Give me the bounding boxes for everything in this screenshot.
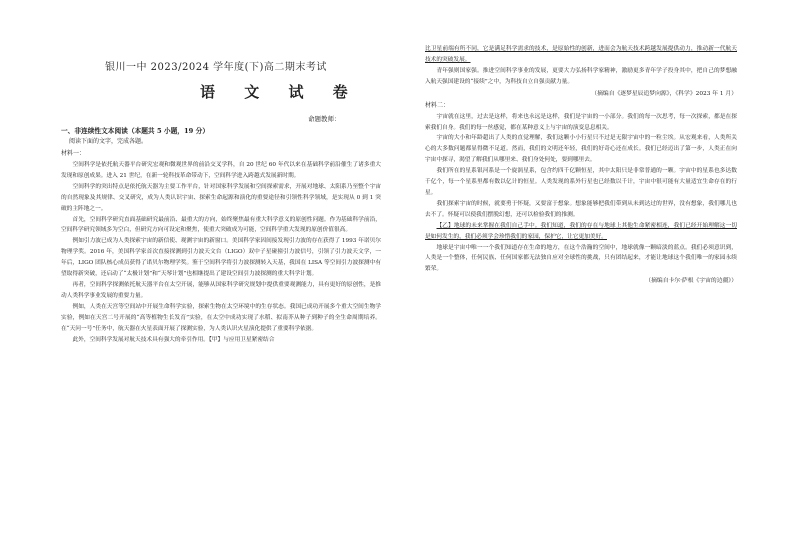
paragraph: 我们探索宇宙的时候，就要勇于怀疑，又要富于想象。想象能够把我们带到从未到达过的世界，没有想象，我们哪儿也去不了。怀疑可以使我们摆脱幻想，还可以检验我们的推测。 [425, 200, 737, 218]
paragraph: 再者，空间科学探测依托航天器平台在太空开展，能够从国家科学研究规划中提供重要观测能力，具有更好的原创性，是推动人类科学事业发展的重要力量。 [61, 281, 381, 299]
material-label: 材料二： [425, 101, 450, 109]
exam-subtitle: 语 文 试 卷 [200, 83, 360, 101]
source-citation: （摘编自卡尔·萨根《宇宙的边疆》） [645, 278, 737, 285]
paragraph: 空间科学是依托航天器平台研究宏观和微观世界的前沿交叉学科，自 20 世纪 60 年代以来在基础科学前沿催生了诸多重大发现和原创成果。进入 21 世纪，在新一轮科技革命带动下，空间科学进入跨越式发展新时期。 [61, 162, 381, 179]
paragraph: 比卫星前端有所不同，它是满足科学需求的技术，是原始性的创新，进而会为航天技术跨越发展提供动力，推动新一代航天技术的突破发展。 [425, 46, 737, 63]
paragraph: 空间科学的突出特点是依托航天器为主要工作平台，针对国家科学发展和空间探索需求，开展对地球、太阳系乃至整个宇宙的自然现象及其规律、交叉研究，成为人类认识宇宙、探索生命起源和演化的重要途径和引领性科学领域，是实现从 0 到 1 突破的主阵地之一。 [61, 183, 381, 212]
paragraph: 【乙】地球的未来掌握在我们自己手中。我们知道，我们的存在与地球上其他生命紧密相连，我们已经开始理解这一切是如何发生的，我们必须学会珍惜我们的家园，保护它，让它更加美好。 [425, 222, 737, 240]
author-line: 命题教师： [308, 115, 341, 123]
paragraph: 我们所在的星系银河系是一个旋涡星系，包含约四千亿颗恒星，其中太阳只是非常普通的一颗。宇宙中的星系也多达数千亿个，每一个星系里都有数以亿计的恒星。人类发现的系外行星也已经数以千计，宇宙中很可能有大量适宜生命存在的行星。 [425, 168, 737, 196]
paragraph: 青年强则国家强。推进空间科学事业的发展，更要大力弘扬科学家精神，激励更多青年学子投身其中，把自己的梦想融入航天强国建设的“接续”之中，为科技自立自强贡献力量。 [425, 67, 737, 85]
section-heading: 一、非连续性文本阅读（本题共 5 小题，19 分） [61, 127, 210, 135]
paragraph: 例如，人类在天宫等空间站中开展生命科学实验，探索生物在太空环境中的生存状态。我国已成功开展多个重大空间生物学实验，例如在天宫二号开展的“高等植物生长发育”实验，在太空中成功实现了水稻、拟南芥从种子到种子的全生命周期培养。在“天问一号”任务中，航天器在火星表面开展了探测实验，为人类认识火星演化提供了重要科学依据。 [61, 303, 381, 332]
right-column [425, 44, 737, 287]
instruction: 阅读下面的文字，完成各题。 [69, 138, 148, 145]
source-citation: （摘编自《逐梦星辰追梦向源》，《科学》2023 年 1 月） [591, 90, 737, 97]
material-label: 材料一： [61, 150, 86, 157]
paragraph: 地球是宇宙中唯一一个我们知道存在生命的地方，在这个浩瀚的空间中，地球就像一颗暗淡的蓝点。我们必须意识到，人类是一个整体，任何民族、任何国家都无法独自应对全球性的挑战，只有团结起来，才能让地球这个我们唯一的家园永续繁荣。 [425, 244, 737, 273]
exam-title: 银川一中 2023/2024 学年度(下)高二期末考试 [105, 62, 327, 73]
paragraph: 宇宙就在这里，过去是这样，将来也永远是这样，我们是宇宙的一小部分。我们的每一次思考，每一次探索，都是在探索我们自身。我们的每一丝感觉，都在某种意义上与宇宙的演变息息相关。 [425, 113, 737, 131]
paragraph: 例如引力波已成为人类探索宇宙的新信使、观测宇宙的新窗口。美国科学家因间接发现引力波的存在获得了 1993 年诺贝尔物理学奖。2016 年，美国科学家首次直接探测到引力波天文台（LIGO）双中子星碰撞引力波信号，引领了引力波天文学，一年后，LIGO 团队核心成员获得了诺贝尔物理学奖。鉴于空间科学将引力波探测转入天基，我国在 LISA 等空间引力波探测中有望取得新突破，还启动了“太极计划”和“天琴计划”也相继提出了建设空间引力波探测的重大科学计划。 [61, 238, 381, 278]
left-column [61, 126, 381, 345]
paragraph: 首先，空间科学研究直面基础研究最前沿、最重大的方向，始终聚焦最有重大科学意义的原创性问题。作为基础科学前沿，空间科学研究领域多为空白，但研究方向可设定和聚焦，使重大突破成为可能，空间科学重大发现的原创价值很高。 [61, 216, 381, 234]
paragraph: 此外，空间科学发展对航天技术具有强大的牵引作用。【甲】与应用卫星紧密结合 [72, 336, 275, 343]
paragraph: 宇宙的大小和年龄超出了人类的直觉理解，我们这颗小小行星只不过是无限宇宙中的一粒尘埃。从宏观来看，人类所关心的大多数问题都显得微不足道。然而，我们的文明还年轻，我们的好奇心还在成长。我们已经迈出了第一步，人类正在向宇宙中探寻，渴望了解我们从哪里来、我们身处何处，要到哪里去。 [425, 135, 737, 164]
